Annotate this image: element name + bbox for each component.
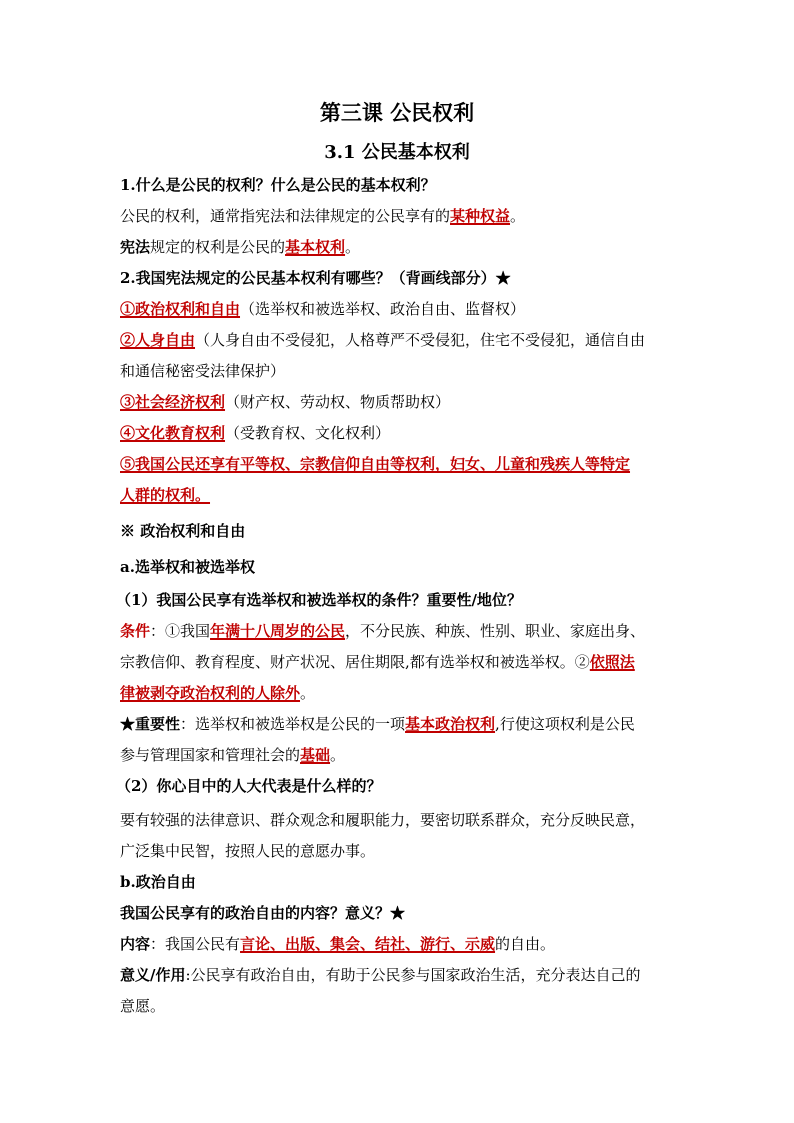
right-item-4 (120, 423, 390, 443)
highlight-text: 依照法 (589, 653, 635, 671)
text: 参与管理国家和管理社会的 (120, 746, 301, 764)
text: ，不分民族、种族、性别、职业、家庭出身、 (345, 622, 646, 640)
highlight-text: ②人身自由 (120, 331, 196, 349)
label-text: 内容 (120, 935, 151, 953)
importance-line-2 (120, 745, 345, 765)
right-item-3 (120, 392, 450, 412)
highlight-text: ③社会经济权利 (120, 393, 226, 411)
conditions-line-2 (120, 652, 635, 672)
section-subtitle: 3.1 公民基本权利 (324, 142, 470, 163)
importance-line-1 (120, 714, 635, 734)
highlight-text: 言论、出版、集会、结社、游行、示威 (240, 935, 496, 953)
text: 宗教信仰、教育程度、财产状况、居住期限,都有选举权和被选举权。② (120, 653, 590, 671)
significance-line (120, 965, 641, 985)
right-item-5: ⑤我国公民还享有平等权、宗教信仰自由等权利，妇女、儿童和残疾人等特定 (120, 455, 631, 473)
highlight-text: 基本政治权利 (405, 715, 496, 733)
content-line (120, 934, 555, 954)
text: ,行使这项权利是公民 (495, 715, 635, 733)
question-a2: （2）你心目中的人大代表是什么样的？ (116, 777, 382, 795)
lesson-title: 第三课 公民权利 (319, 100, 475, 125)
section-heading: ※ 政治权利和自由 (120, 522, 246, 540)
text: ：我国公民有 (150, 935, 241, 953)
text: 公民的权利，通常指宪法和法律规定的公民享有的 (120, 207, 451, 225)
text: ：选举权和被选举权是公民的一项 (180, 715, 406, 733)
text: ：①我国 (150, 622, 211, 640)
question-1-heading: 1.什么是公民的权利？什么是公民的基本权利？ (120, 176, 436, 194)
highlight-text: 年满十八周岁的公民 (210, 622, 346, 640)
text: 。 (510, 207, 526, 225)
conditions-line-3 (120, 683, 315, 703)
bold-text: 宪法 (120, 238, 151, 256)
text: 。 (300, 684, 316, 702)
highlight-text: 基础 (300, 746, 331, 764)
conditions-line-1 (120, 621, 645, 641)
right-item-5-continued: 人群的权利。 (120, 486, 211, 504)
significance-line-continued: 意愿。 (120, 997, 166, 1015)
question-a1: （1）我国公民享有选举权和被选举权的条件？重要性/地位？ (116, 591, 522, 609)
highlight-text: 律被剥夺政治权利的人除外 (120, 684, 301, 702)
label-text: 条件 (120, 622, 151, 640)
text: 。 (345, 238, 361, 256)
question-2-heading: 2.我国宪法规定的公民基本权利有哪些？（背画线部分）★ (120, 269, 511, 287)
text: 规定的权利是公民的 (150, 238, 286, 256)
label-text: ★重要性 (120, 715, 181, 733)
text: 的自由。 (495, 935, 556, 953)
question-b: 我国公民享有的政治自由的内容？意义？★ (120, 904, 406, 922)
right-item-1 (120, 299, 525, 319)
answer-a2-line-1: 要有较强的法律意识、群众观念和履职能力，要密切联系群众，充分反映民意， (120, 811, 646, 829)
text: （财产权、劳动权、物质帮助权） (225, 393, 451, 411)
text: :公民享有政治自由，有助于公民参与国家政治生活，充分表达自己的 (185, 966, 641, 984)
highlight-text: 基本权利 (285, 238, 346, 256)
highlight-text: ①政治权利和自由 (120, 300, 241, 318)
right-item-2-continued: 和通信秘密受法律保护） (120, 362, 286, 380)
q1-answer-line-1 (120, 206, 525, 226)
highlight-text: 某种权益 (450, 207, 511, 225)
label-text: 意义/作用 (120, 966, 186, 984)
subsection-a-heading: a.选举权和被选举权 (120, 558, 255, 576)
text: 。 (330, 746, 346, 764)
q1-answer-line-2 (120, 237, 360, 257)
subsection-b-heading: b.政治自由 (120, 873, 196, 891)
right-item-2 (120, 330, 645, 350)
text: （人身自由不受侵犯，人格尊严不受侵犯，住宅不受侵犯，通信自由 (195, 331, 646, 349)
text: （受教育权、文化权利） (225, 424, 391, 442)
highlight-text: ④文化教育权利 (120, 424, 226, 442)
answer-a2-line-2: 广泛集中民智，按照人民的意愿办事。 (120, 842, 376, 860)
text: （选举权和被选举权、政治自由、监督权） (240, 300, 526, 318)
